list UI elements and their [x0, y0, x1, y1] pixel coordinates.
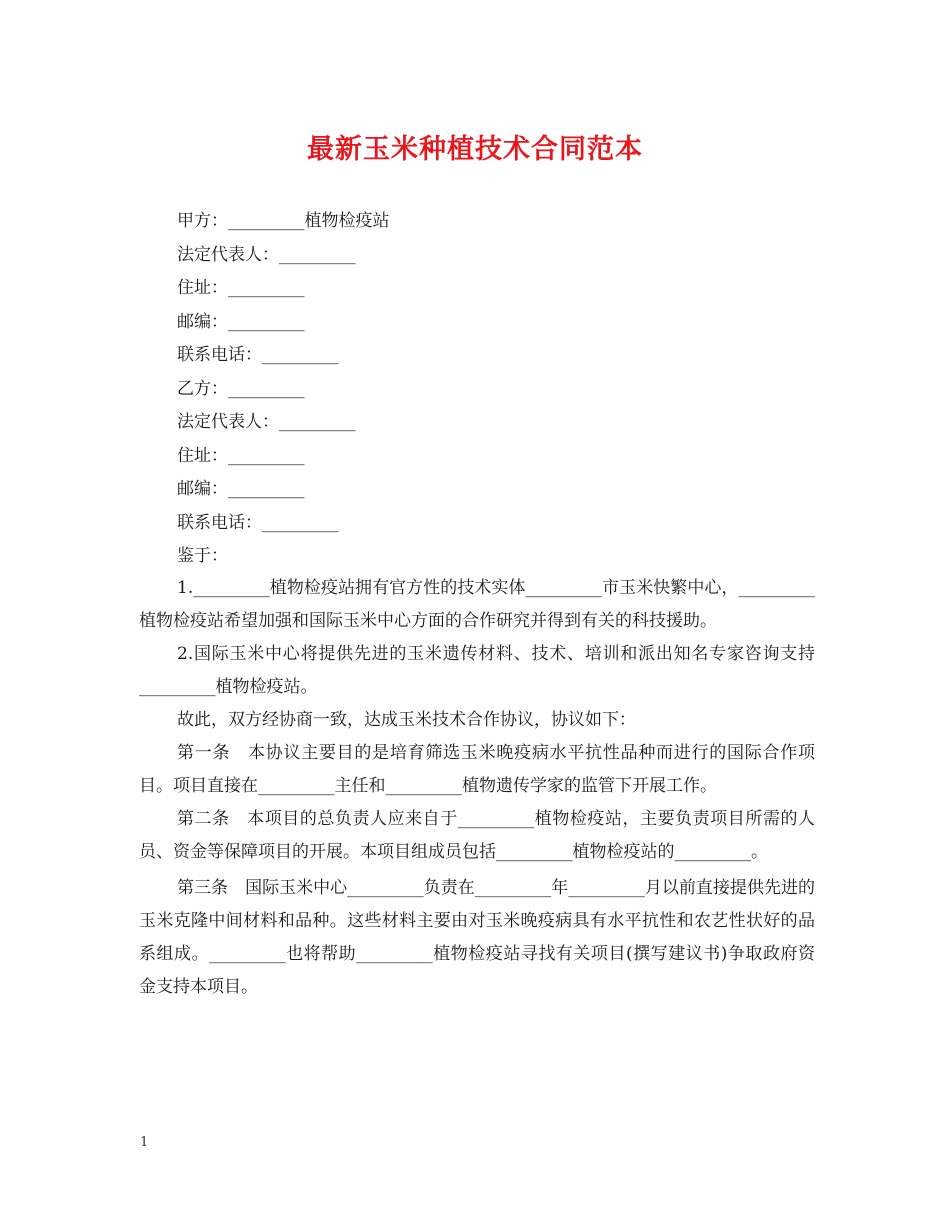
article-3: 第三条 国际玉米中心_________负责在_________年_________月以前直接提供先进的玉米克隆中间材料和品种。这些材料主要由对玉米晚疫病具有水平抗性和农艺性状好的品系组成。_________也将帮助_________植物检疫站寻找有关项目(撰写建议书)争取政府资金支持本项目。 [139, 878, 815, 997]
party-b-address: 住址：_________ [177, 445, 305, 466]
page-number: 1 [140, 1135, 149, 1150]
article-2: 第二条 本项目的总负责人应来自于_________植物检疫站，主要负责项目所需的人员、资金等保障项目的开展。本项目组成员包括_________植物检疫站的_________。 [139, 809, 815, 862]
party-b-name: 乙方：_________ [177, 378, 305, 399]
party-a-name: 甲方：_________植物检疫站 [177, 211, 390, 231]
document-title: 最新玉米种植技术合同范本 [307, 134, 643, 165]
party-b-phone: 联系电话：_________ [177, 512, 339, 533]
agreement-intro: 故此，双方经协商一致，达成玉米技术合作协议，协议如下： [177, 710, 636, 730]
whereas-clause-2: 2.国际玉米中心将提供先进的玉米遗传材料、技术、培训和派出知名专家咨询支持_________植物检疫站。 [139, 644, 815, 697]
party-a-phone: 联系电话：_________ [177, 345, 339, 365]
whereas-heading: 鉴于： [177, 546, 228, 566]
party-a-representative: 法定代表人：_________ [177, 244, 356, 265]
party-a-postcode: 邮编：_________ [177, 311, 305, 332]
party-b-representative: 法定代表人：_________ [177, 412, 356, 432]
party-a-address: 住址：_________ [177, 278, 305, 298]
whereas-clause-1: 1._________植物检疫站拥有官方性的技术实体_________市玉米快繁中心，_________植物检疫站希望加强和国际玉米中心方面的合作研究并得到有关的科技援助。 [139, 578, 815, 631]
contract-body [139, 572, 815, 1004]
party-b-postcode: 邮编：_________ [177, 479, 305, 499]
party-info-block [177, 205, 817, 574]
article-1: 第一条 本协议主要目的是培育筛选玉米晚疫病水平抗性品种而进行的国际合作项目。项目直接在_________主任和_________植物遗传学家的监管下开展工作。 [139, 743, 815, 796]
